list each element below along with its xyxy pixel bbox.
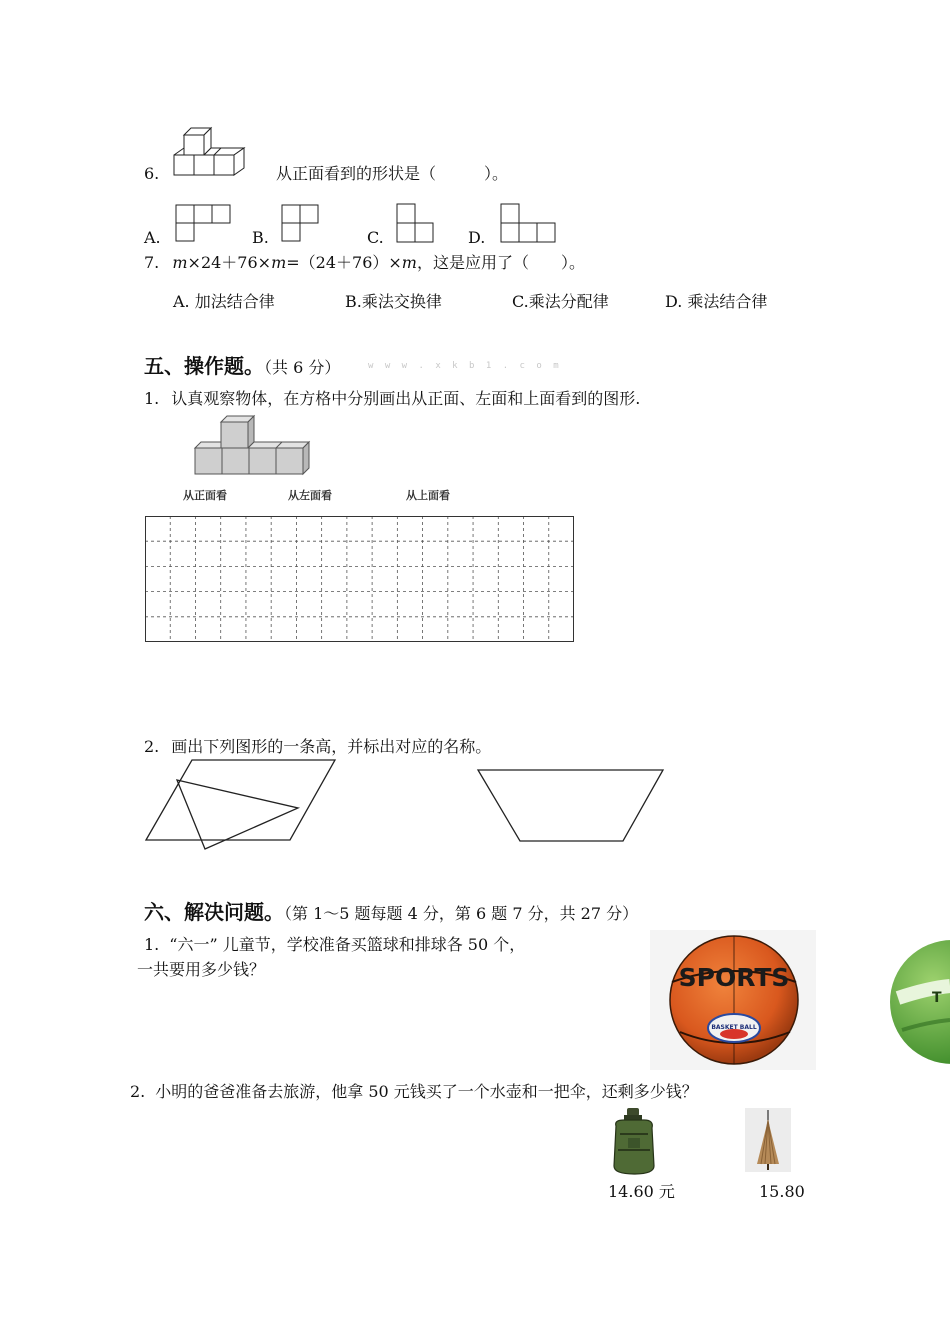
section6-title: 六、解决问题。 [144, 900, 284, 924]
watermark: w w w . x k b 1 . c o m [368, 361, 562, 371]
q7-line [144, 253, 585, 273]
q7-choice-b: B.乘法交换律 [345, 292, 442, 311]
section6-heading [144, 896, 638, 925]
s6-q1-number: 1. [144, 935, 160, 954]
option-c-figure [396, 203, 436, 243]
q7-choice-c: C.乘法分配律 [512, 292, 609, 311]
view-left-label: 从左面看 [288, 489, 332, 502]
option-b-figure [281, 204, 321, 242]
q7-var-m1: m [172, 253, 188, 272]
s6-q2-text: 小明的爸爸准备去旅游，他拿 50 元钱买了一个水壶和一把伞，还剩多少钱？ [155, 1082, 698, 1101]
section5-score: （共 6 分） [264, 358, 341, 377]
s5-q2-text: 画出下列图形的一条高，并标出对应的名称。 [171, 737, 492, 756]
section5-heading [144, 350, 340, 379]
q7-part3: ，这是应用了（ ）。 [416, 253, 585, 272]
volleyball-letter: T [932, 990, 942, 1006]
s6-q2-number: 2. [130, 1082, 146, 1101]
section6-score: （第 1～5 题每题 4 分，第 6 题 7 分，共 27 分） [284, 904, 639, 923]
parallelogram-triangle-figure [145, 758, 340, 853]
s5-q1-line [144, 389, 640, 409]
grey-cubes-object [194, 412, 314, 476]
q6-option-b-label: B. [252, 228, 269, 247]
s5-q1-number: 1. [144, 389, 160, 408]
q6-option-c-label: C. [367, 228, 384, 247]
q6-question: 从正面看到的形状是（ ）。 [276, 164, 509, 183]
q7-choice-a: A. 加法结合律 [173, 292, 275, 311]
basketball-badge-text: BASKET BALL [711, 1024, 757, 1031]
s5-q1-text: 认真观察物体，在方格中分别画出从正面、左面和上面看到的图形. [171, 389, 641, 408]
q6-option-a-label: A. [144, 228, 161, 247]
drawing-grid [145, 516, 575, 643]
option-d-figure [500, 203, 558, 243]
q6-number: 6. [144, 164, 160, 183]
q7-number: 7. [144, 253, 160, 272]
kettle-image [608, 1106, 660, 1176]
q7-part2: =（24＋76）× [286, 253, 402, 272]
umbrella-price: 15.80 [759, 1182, 805, 1201]
kettle-price: 14.60 元 [608, 1182, 675, 1201]
s5-q2-number: 2. [144, 737, 160, 756]
s5-q2-line [144, 737, 491, 757]
q7-part1: ×24＋76× [187, 253, 272, 272]
option-a-figure [175, 204, 233, 242]
view-front-label: 从正面看 [183, 489, 227, 502]
q6-option-d-label: D. [468, 228, 486, 247]
view-top-label: 从上面看 [406, 489, 450, 502]
q7-var-m2: m [271, 253, 287, 272]
section5-title: 五、操作题。 [144, 354, 264, 378]
q7-var-m3: m [401, 253, 417, 272]
q7-choice-d: D. 乘法结合律 [665, 292, 768, 311]
cube-stack-figure [170, 124, 250, 180]
s6-q1-line1 [144, 935, 525, 955]
volleyball-image [888, 938, 950, 1066]
basketball-brand-text: SPORTS [678, 963, 790, 992]
s6-q1-text1: “六一” 儿童节，学校准备买篮球和排球各 50 个， [169, 935, 526, 954]
basketball-image [650, 930, 816, 1070]
s6-q2-line [130, 1082, 698, 1102]
umbrella-image [745, 1108, 791, 1172]
trapezoid-figure [476, 768, 666, 844]
s6-q1-text2: 一共要用多少钱？ [137, 960, 266, 979]
